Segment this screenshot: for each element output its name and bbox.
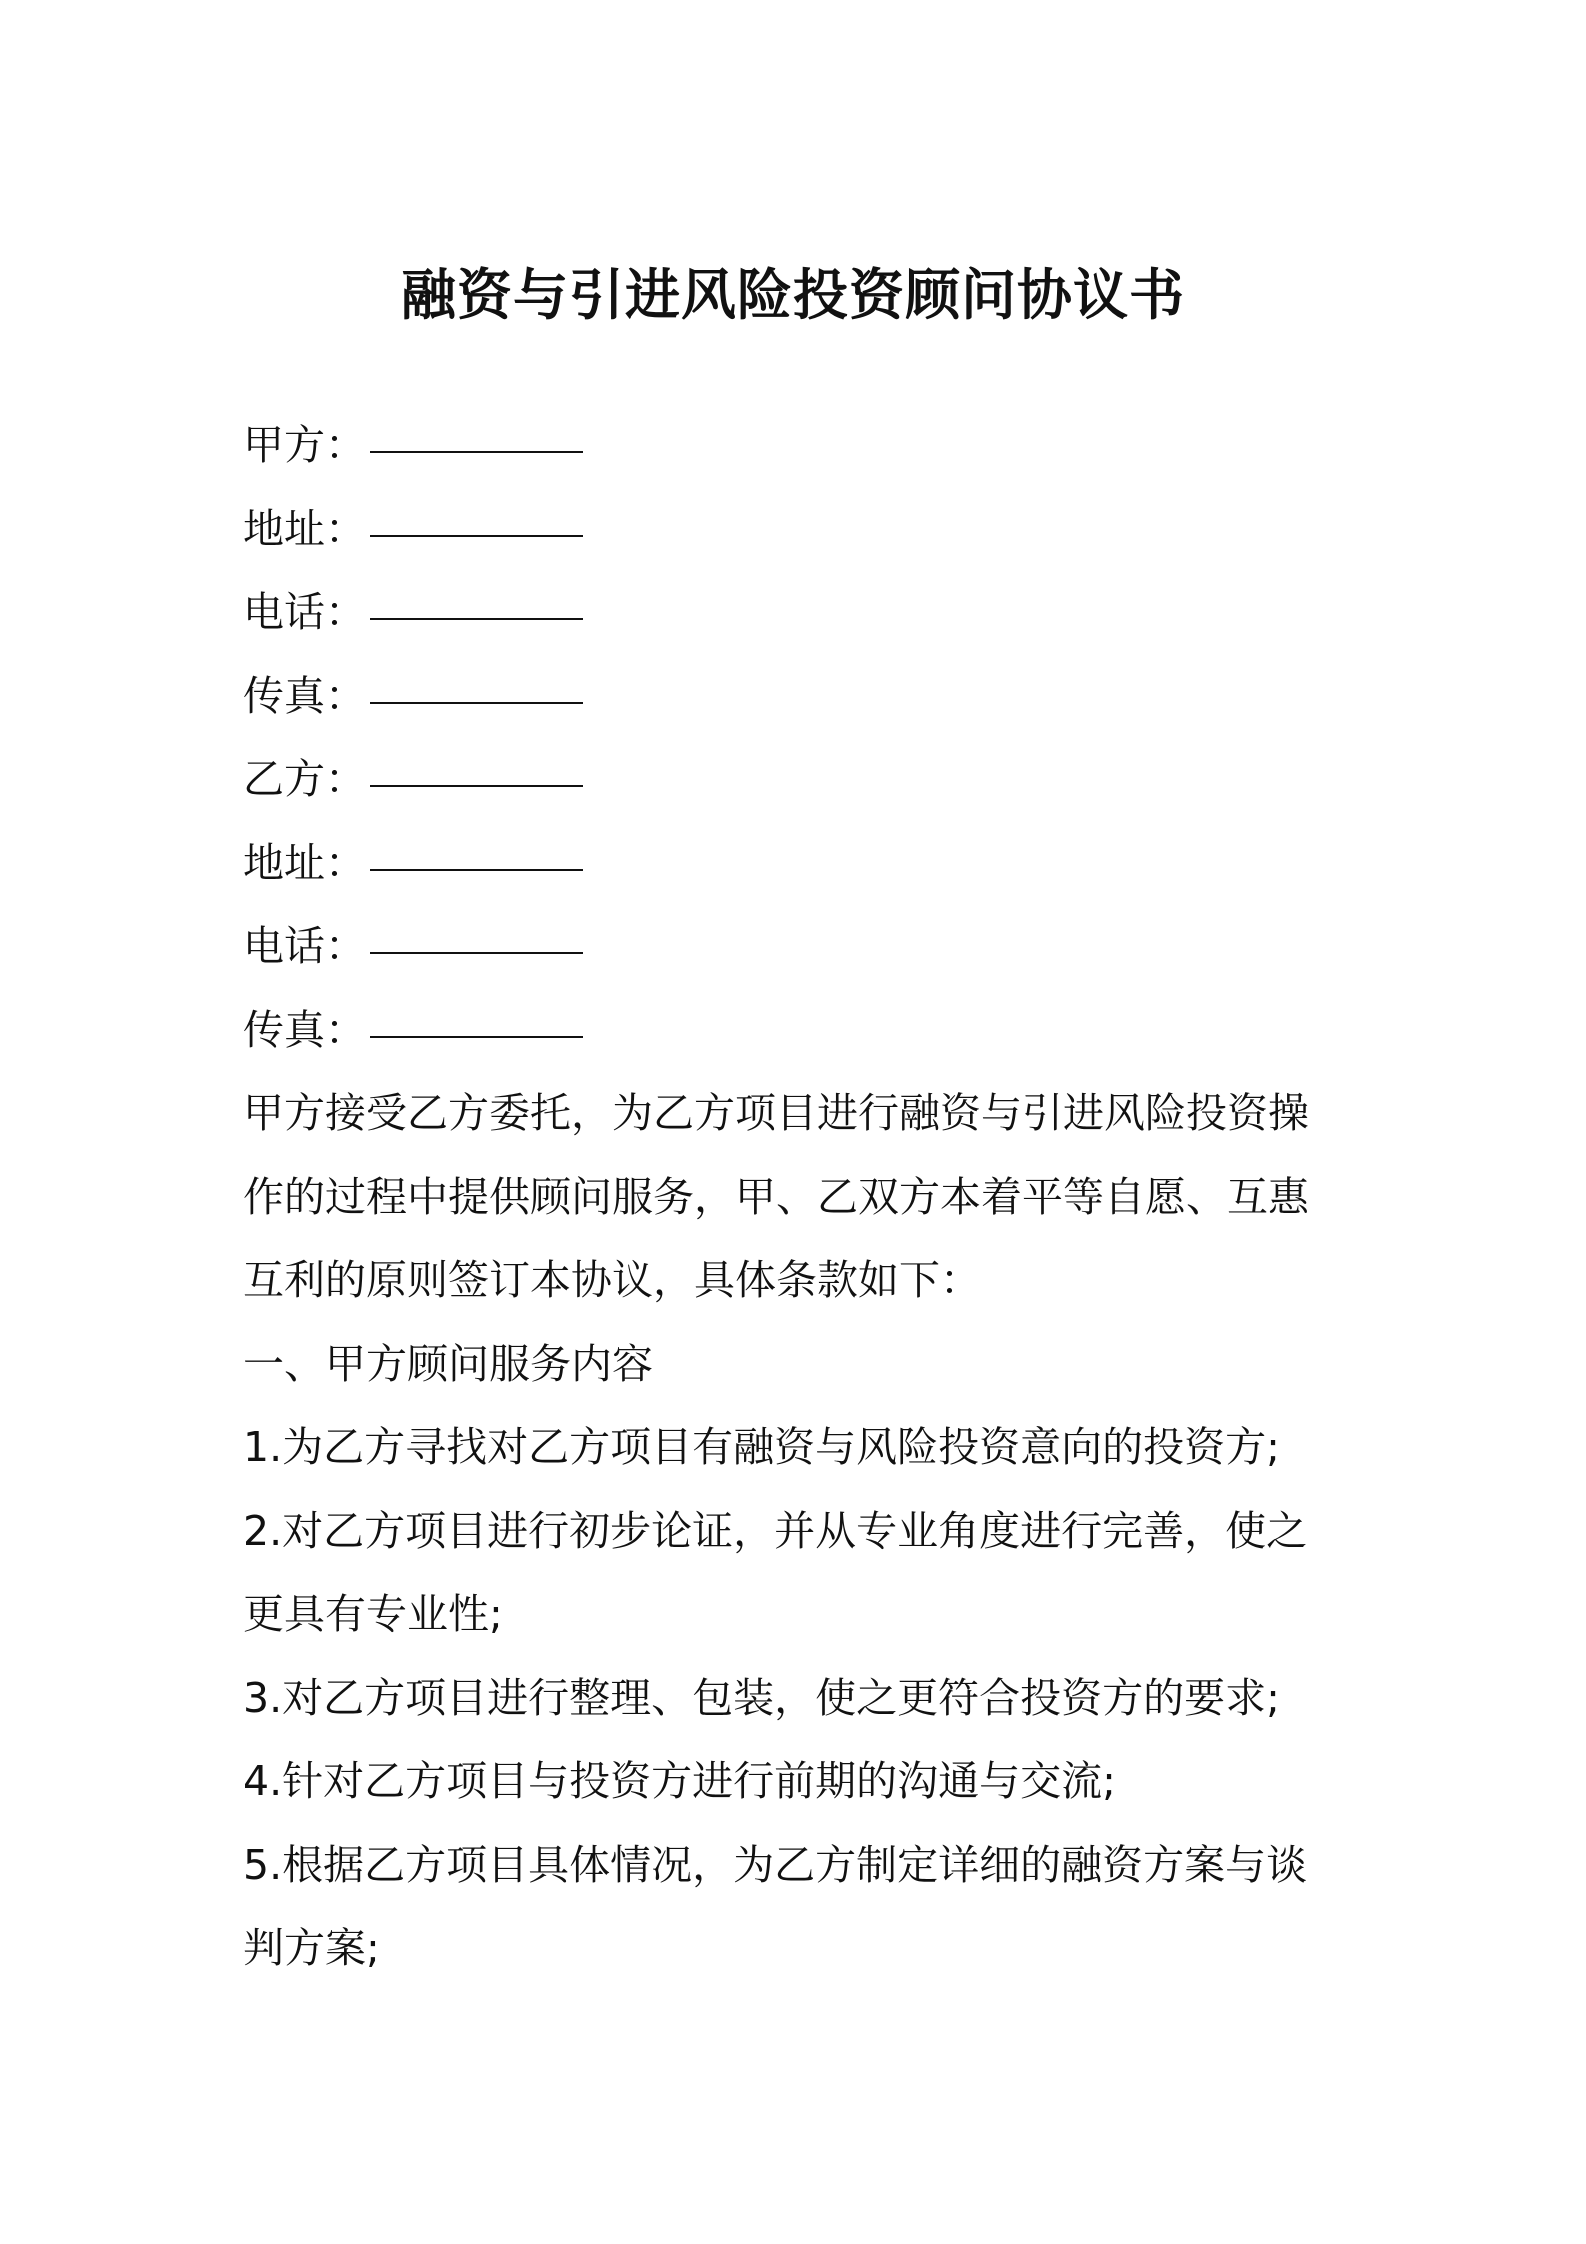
field-label: 传真：	[243, 671, 366, 720]
item-line: 4.针对乙方项目与投资方进行前期的沟通与交流;	[243, 1757, 1116, 1805]
document-body	[243, 404, 1353, 1991]
fill-in-blank	[370, 401, 583, 453]
item-line: 1.为乙方寻找对乙方项目有融资与风险投资意向的投资方;	[243, 1423, 1280, 1471]
service-item-1	[243, 1406, 1353, 1490]
intro-paragraph	[243, 1072, 1353, 1323]
party-b-fax-field	[243, 989, 1353, 1073]
party-a-name-field	[243, 404, 1353, 488]
field-label: 乙方：	[243, 755, 366, 803]
fill-in-blank	[370, 652, 583, 704]
field-label: 地址：	[243, 504, 366, 553]
fill-in-blank	[370, 986, 583, 1038]
fill-in-blank	[370, 735, 583, 787]
service-item-4	[243, 1740, 1353, 1824]
field-label: 地址：	[243, 838, 366, 887]
service-item-2	[243, 1490, 1353, 1657]
field-label: 电话：	[243, 922, 366, 970]
intro-line: 作的过程中提供顾问服务，甲、乙双方本着平等自愿、互惠	[243, 1172, 1309, 1221]
field-label: 电话：	[243, 588, 366, 636]
party-b-phone-field	[243, 905, 1353, 989]
party-b-address-field	[243, 822, 1353, 906]
intro-line: 甲方接受乙方委托，为乙方项目进行融资与引进风险投资操	[243, 1089, 1309, 1137]
service-item-3	[243, 1657, 1353, 1741]
section-heading: 一、甲方顾问服务内容	[243, 1339, 653, 1388]
fill-in-blank	[370, 819, 583, 871]
fill-in-blank	[370, 902, 583, 954]
intro-line: 互利的原则签订本协议，具体条款如下：	[243, 1256, 981, 1304]
service-item-5	[243, 1824, 1353, 1991]
party-b-name-field	[243, 738, 1353, 822]
field-label: 传真：	[243, 1005, 366, 1054]
fill-in-blank	[370, 568, 583, 620]
document-title: 融资与引进风险投资顾问协议书	[400, 263, 1185, 327]
item-line: 更具有专业性;	[243, 1590, 503, 1638]
field-label: 甲方：	[243, 421, 366, 469]
fill-in-blank	[370, 485, 583, 537]
party-a-fax-field	[243, 655, 1353, 739]
item-line: 3.对乙方项目进行整理、包装，使之更符合投资方的要求;	[243, 1673, 1280, 1722]
item-line: 判方案;	[243, 1924, 380, 1972]
item-line: 2.对乙方项目进行初步论证，并从专业角度进行完善，使之	[243, 1506, 1308, 1555]
party-a-phone-field	[243, 571, 1353, 655]
party-a-address-field	[243, 488, 1353, 572]
item-line: 5.根据乙方项目具体情况，为乙方制定详细的融资方案与谈	[243, 1840, 1308, 1889]
